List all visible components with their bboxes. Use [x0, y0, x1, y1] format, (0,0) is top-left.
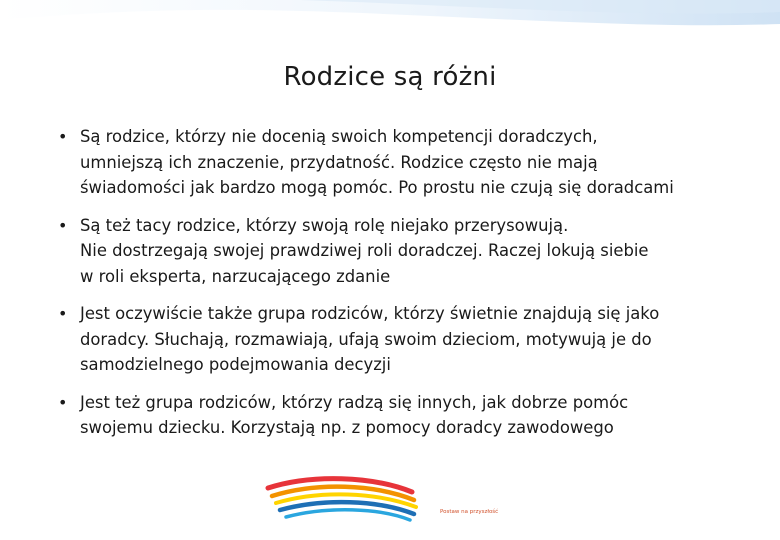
bullet-text-line: swojemu dziecku. Korzystają np. z pomocy doradcy zawodowego: [80, 418, 614, 437]
bullet-text-line: umniejszą ich znaczenie, przydatność. Rodzice często nie mają: [80, 152, 598, 172]
bullet-text-line: Nie dostrzegają swojej prawdziwej roli doradczej. Raczej lokują siebie: [80, 241, 649, 260]
bullet-text-line: Są też tacy rodzice, którzy swoją rolę niejako przerysowują.: [80, 215, 569, 235]
slide-title: Rodzice są różni: [283, 62, 497, 92]
bullet-list: [56, 124, 746, 453]
bullet-text-line: Jest oczywiście także grupa rodziców, którzy świetnie znajdują się jako: [80, 304, 660, 323]
bullet-marker: •: [58, 127, 68, 146]
bullet-text-line: w roli eksperta, narzucającego zdanie: [80, 266, 391, 286]
bullet-text-line: Są rodzice, którzy nie docenią swoich kompetencji doradczych,: [80, 127, 598, 146]
bullet-item: [56, 301, 746, 378]
bullet-item: [56, 390, 746, 441]
bullet-marker: •: [58, 215, 68, 235]
logo-stripes-icon: [262, 470, 422, 532]
bullet-item: [56, 124, 746, 201]
bullet-item: [56, 213, 746, 290]
bullet-marker: •: [58, 392, 68, 412]
footer-tagline: Postaw na przyszłość: [440, 509, 499, 515]
header-wave-decoration: [0, 0, 780, 40]
bullet-marker: •: [58, 304, 68, 323]
bullet-text-line: świadomości jak bardzo mogą pomóc. Po prostu nie czują się doradcami: [80, 178, 674, 197]
bullet-text-line: Jest też grupa rodziców, którzy radzą się innych, jak dobrze pomóc: [80, 392, 629, 412]
bullet-text-line: doradcy. Słuchają, rozmawiają, ufają swoim dzieciom, motywują je do: [80, 329, 652, 349]
bullet-text-line: samodzielnego podejmowania decyzji: [80, 355, 391, 374]
